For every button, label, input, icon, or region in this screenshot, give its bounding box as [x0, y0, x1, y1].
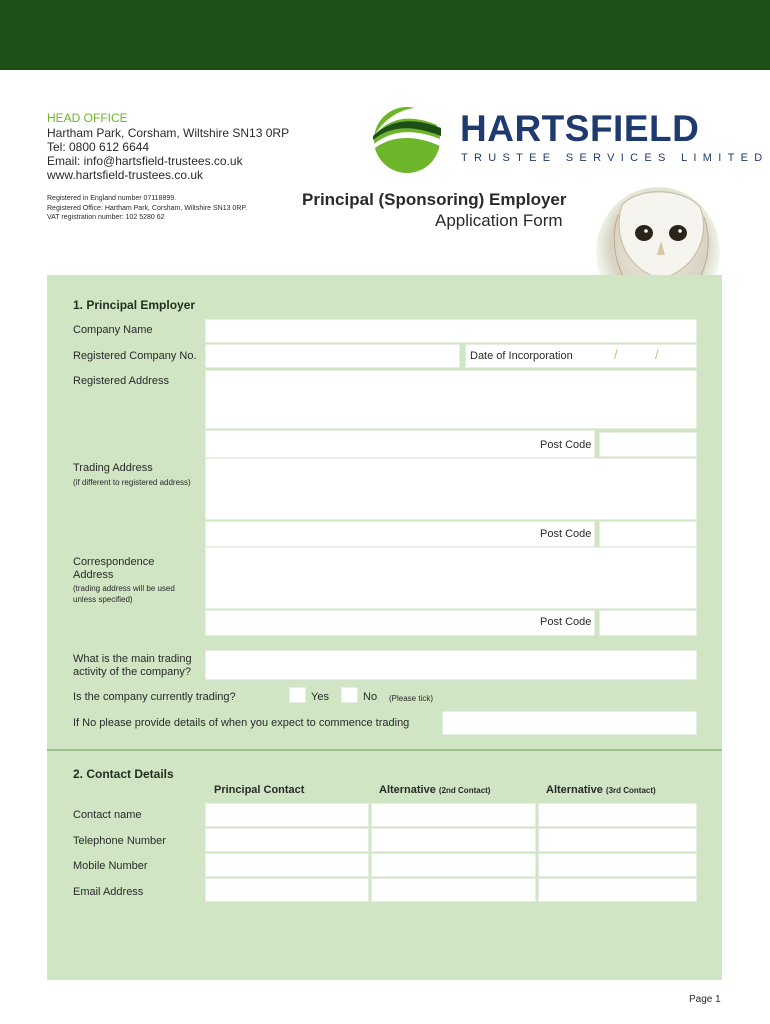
page-number: Page 1	[689, 994, 721, 1005]
alt2-contact-name-field[interactable]	[371, 803, 536, 827]
alternative-2nd-header-sub: (2nd Contact)	[438, 786, 491, 795]
contact-name-label: Contact name	[73, 809, 142, 821]
mobile-number-label: Mobile Number	[73, 860, 148, 872]
registered-address-line-field[interactable]	[205, 430, 595, 458]
trading-no-checkbox[interactable]	[341, 687, 358, 703]
correspondence-address-label-1: Correspondence	[73, 556, 155, 568]
trading-address-note: (if different to registered address)	[73, 478, 191, 487]
trading-post-code-label: Post Code	[540, 528, 592, 540]
registered-company-no-label: Registered Company No.	[73, 350, 197, 362]
alternative-2nd-header-main: Alternative	[379, 784, 436, 796]
alt3-contact-name-field[interactable]	[538, 803, 697, 827]
form-subtitle: Application Form	[435, 211, 563, 230]
correspondence-post-code-field[interactable]	[599, 610, 697, 636]
trading-post-code-field[interactable]	[599, 521, 697, 547]
hartsfield-logo-icon	[372, 106, 442, 174]
please-tick-note: (Please tick)	[389, 694, 434, 703]
section-divider	[47, 749, 722, 751]
head-office-email: Email: info@hartsfield-trustees.co.uk	[47, 154, 243, 168]
alternative-3rd-header	[546, 784, 656, 796]
currently-trading-label: Is the company currently trading?	[73, 691, 236, 703]
date-separator-1: /	[614, 347, 618, 362]
trading-address-field[interactable]	[205, 458, 697, 520]
alt3-mobile-field[interactable]	[538, 853, 697, 877]
section-1-title: 1. Principal Employer	[73, 298, 196, 312]
alt3-telephone-field[interactable]	[538, 828, 697, 852]
alt2-email-field[interactable]	[371, 878, 536, 902]
head-office-website: www.hartsfield-trustees.co.uk	[47, 168, 204, 182]
date-separator-2: /	[655, 347, 659, 362]
registered-post-code-field[interactable]	[599, 432, 697, 457]
trading-address-line-field[interactable]	[205, 521, 595, 547]
trading-no-label: No	[363, 691, 378, 703]
alternative-3rd-header-main: Alternative	[546, 784, 603, 796]
registered-address-label: Registered Address	[73, 375, 169, 387]
main-activity-field[interactable]	[205, 650, 697, 680]
registered-number: Registered in England number 07118899.	[47, 195, 177, 202]
principal-email-field[interactable]	[205, 878, 369, 902]
telephone-number-label: Telephone Number	[73, 835, 166, 847]
alt2-mobile-field[interactable]	[371, 853, 536, 877]
email-address-label: Email Address	[73, 886, 144, 898]
section-2-title: 2. Contact Details	[73, 767, 174, 781]
registered-address-field[interactable]	[205, 370, 697, 429]
top-banner	[0, 0, 770, 70]
head-office-title: HEAD OFFICE	[47, 111, 128, 125]
logo-wordmark: HARTSFIELD	[460, 108, 700, 149]
alt3-email-field[interactable]	[538, 878, 697, 902]
form-title: Principal (Sponsoring) Employer	[302, 190, 567, 209]
correspondence-address-field[interactable]	[205, 547, 697, 609]
trading-yes-label: Yes	[311, 691, 329, 703]
correspondence-address-label-2: Address	[73, 569, 114, 581]
correspondence-post-code-label: Post Code	[540, 616, 592, 628]
alternative-3rd-header-sub: (3rd Contact)	[605, 786, 656, 795]
registered-company-no-field[interactable]	[205, 344, 460, 368]
principal-contact-header: Principal Contact	[214, 784, 305, 796]
logo-tagline: TRUSTEE SERVICES LIMITED	[461, 152, 769, 164]
head-office-address: Hartham Park, Corsham, Wiltshire SN13 0RP	[47, 126, 290, 140]
alternative-2nd-header	[379, 784, 490, 796]
main-activity-label-1: What is the main trading	[73, 653, 192, 665]
principal-mobile-field[interactable]	[205, 853, 369, 877]
commence-trading-label: If No please provide details of when you expect to commence trading	[73, 717, 410, 729]
trading-address-label: Trading Address	[73, 462, 153, 474]
date-of-incorporation-label: Date of Incorporation	[470, 350, 573, 362]
vat-number: VAT registration number: 102 5280 62	[47, 214, 165, 221]
registered-office: Registered Office: Hartham Park, Corsham, Wiltshire SN13 0RP.	[47, 205, 248, 212]
registered-post-code-label: Post Code	[540, 439, 592, 451]
main-activity-label-2: activity of the company?	[73, 666, 192, 678]
company-name-field[interactable]	[205, 319, 697, 343]
correspondence-address-line-field[interactable]	[205, 610, 595, 636]
alt2-telephone-field[interactable]	[371, 828, 536, 852]
head-office-tel: Tel: 0800 612 6644	[47, 140, 150, 154]
commence-trading-field[interactable]	[442, 711, 697, 735]
principal-telephone-field[interactable]	[205, 828, 369, 852]
company-name-label: Company Name	[73, 324, 153, 336]
trading-yes-checkbox[interactable]	[289, 687, 306, 703]
principal-contact-name-field[interactable]	[205, 803, 369, 827]
correspondence-address-note: (trading address will be used unless specified)	[73, 584, 175, 604]
